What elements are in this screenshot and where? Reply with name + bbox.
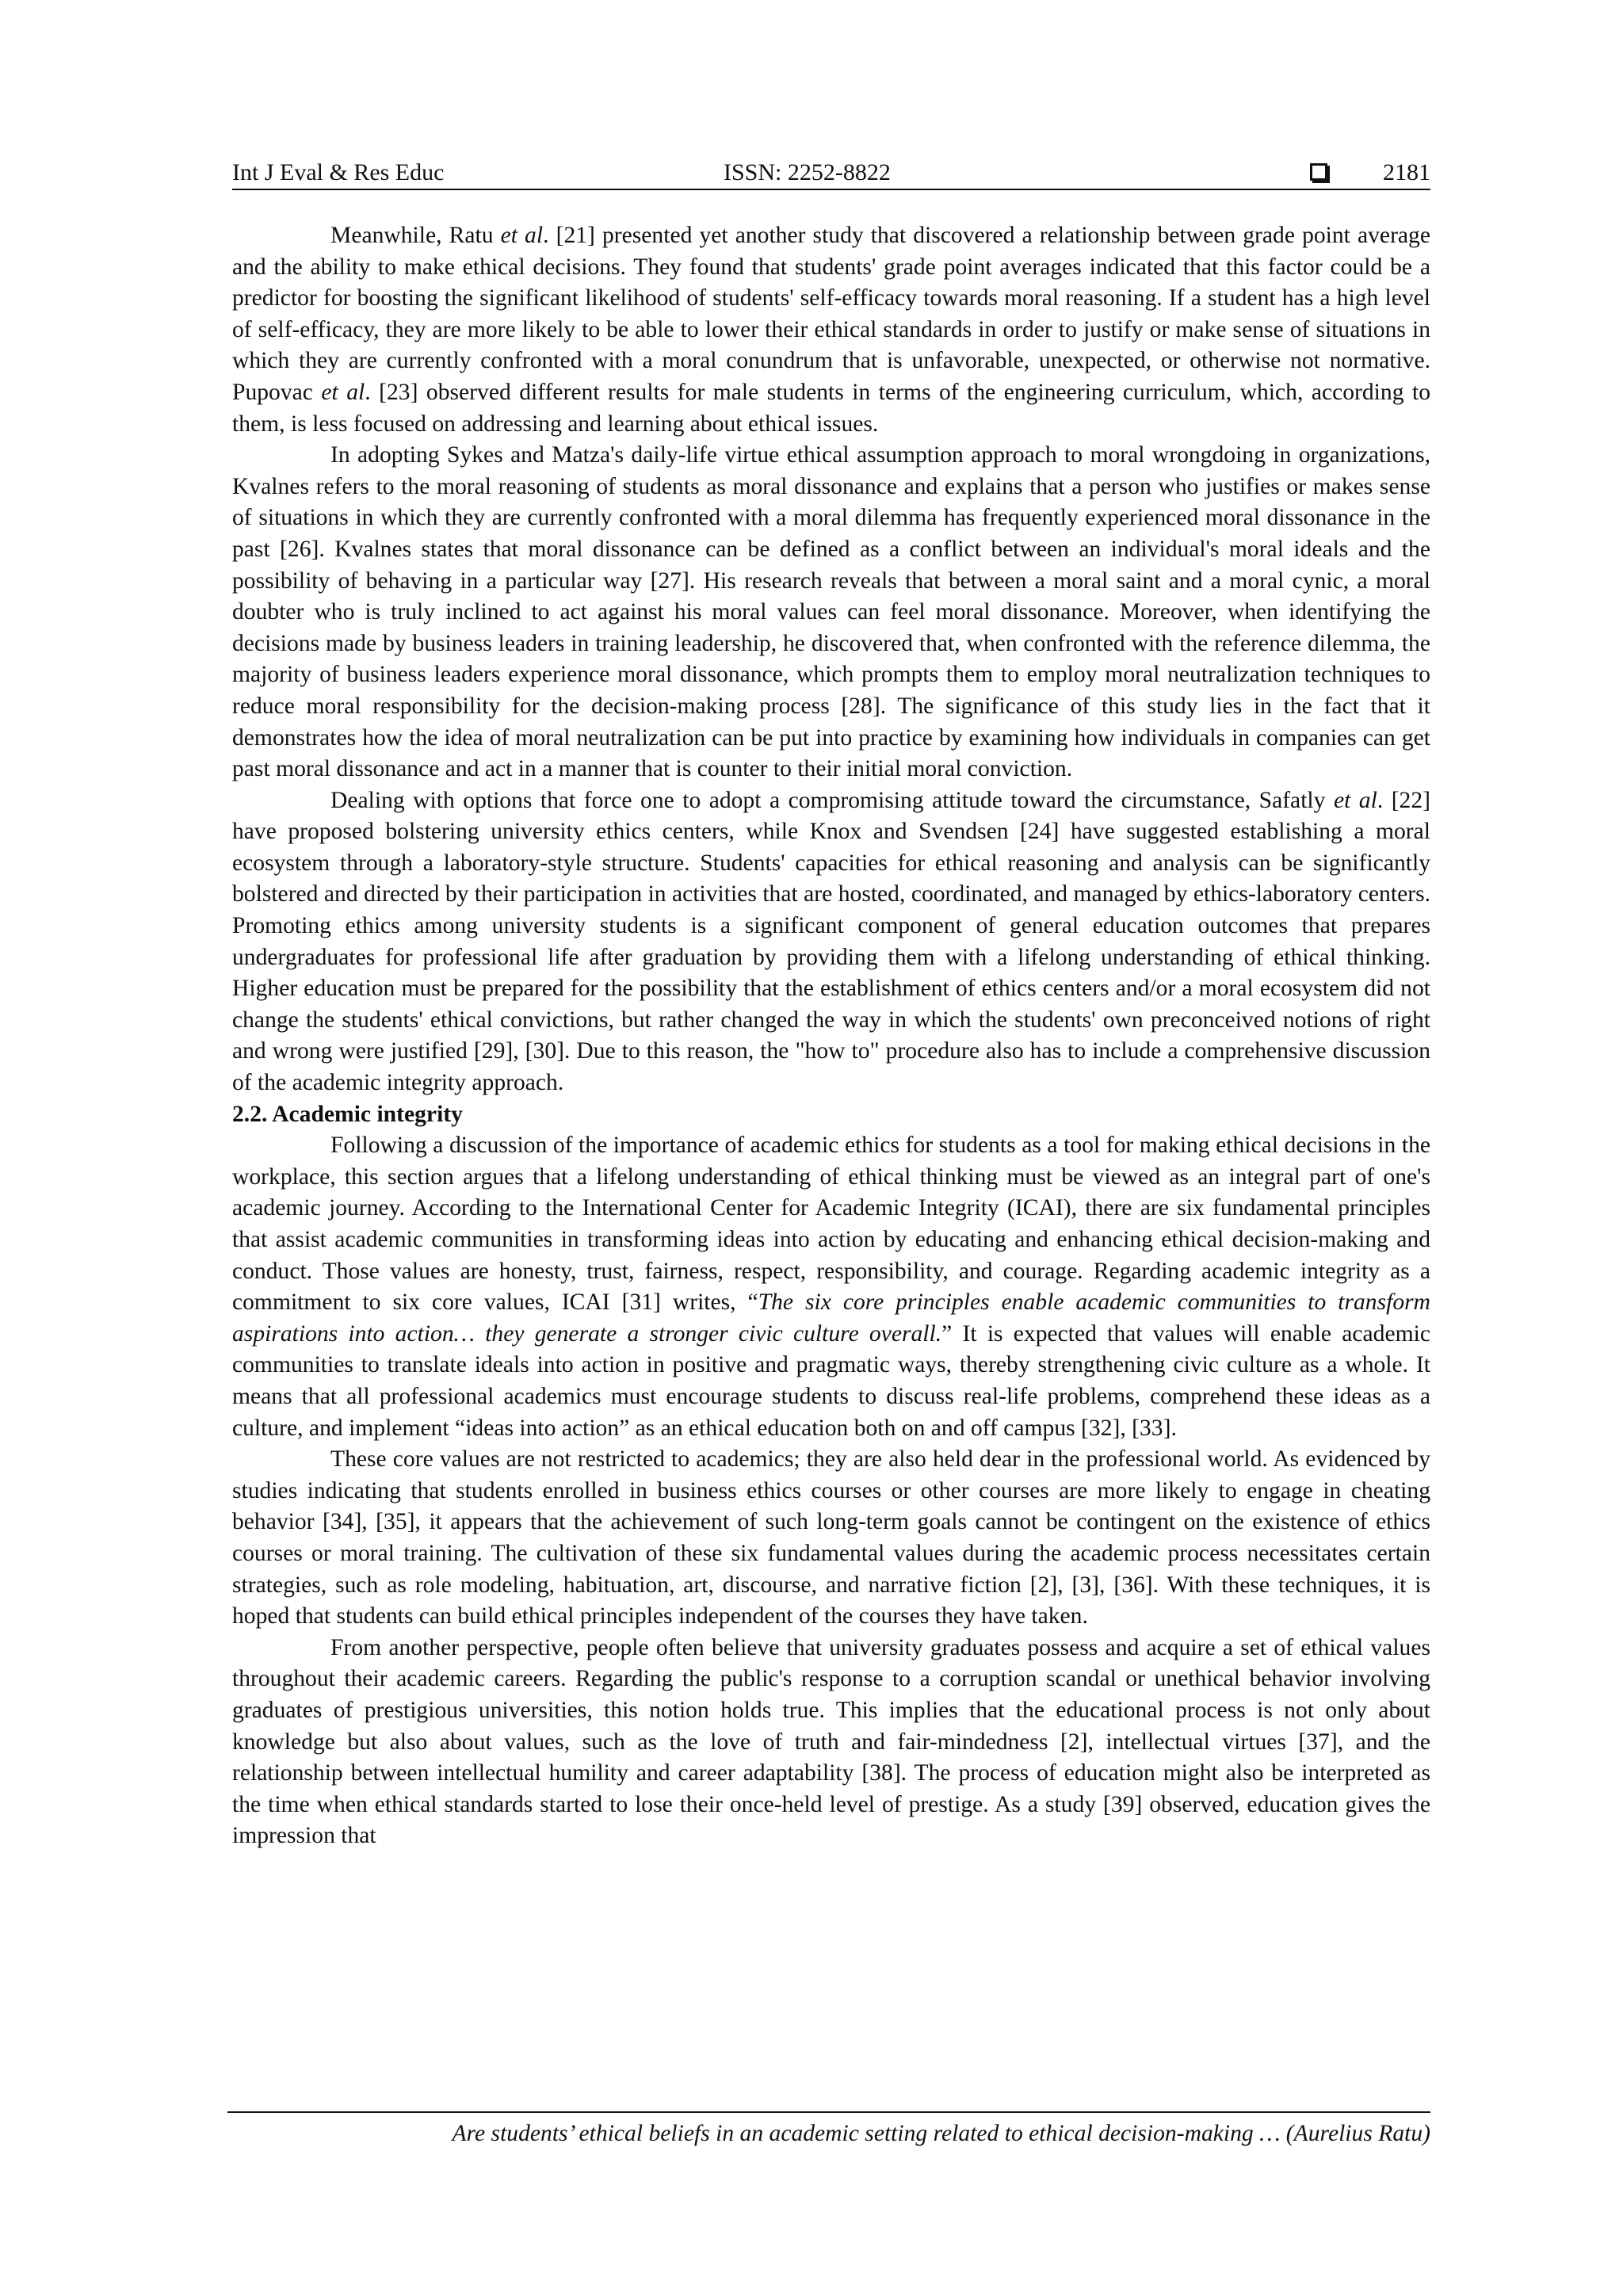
text-run: . [21] presented yet another study that discovered a relationship between grade point average and the ability to make ethical decisions. They found that students' grade point averages indicated that this factor could be a predictor for boosting the significant likelihood of students' self-efficacy towards moral reasoning. If a student has a high level of self-efficacy, they are more likely to be able to lower their ethical standards in order to justify or make sense of situations in which they are currently confronted with a moral conundrum that is unfavorable, unexpected, or otherwise not normative. Pupovac	[232, 223, 1430, 405]
quote-italic: The six core principles enable academic communities to transform aspirations into action… they generate a stronger civic culture overall.	[232, 1289, 1431, 1347]
text-run: . [22] have proposed bolstering university ethics centers, while Knox and Svendsen [24] have suggested establishing a moral ecosystem through a laboratory-style structure. Students' capacities for ethical reasoning and analysis can be significantly bolstered and directed by their participation in activities that are hosted, coordinated, and managed by ethics-laboratory centers. Promoting ethics among university students is a significant component of general education outcomes that prepares undergraduates for professional life after graduation by providing them with a lifelong understanding of ethical thinking. Higher education must be prepared for the possibility that the establishment of ethics centers and/or a moral ecosystem did not change the students' ethical convictions, but rather changed the way in which the students' own preconceived notions of right and wrong were justified [29], [30]. Due to this reason, the "how to" procedure also has to include a comprehensive discussion of the academic integrity approach.	[232, 787, 1431, 1096]
paragraph-3	[232, 785, 1430, 1099]
text-run: ” It is expected that values will enable academic communities to translate ideals into action in positive and pragmatic ways, thereby strengthening civic culture as a whole. It means that all professional academics must encourage students to discuss real-life problems, comprehend these ideas as a culture, and implement “ideas into action” as an ethical education both on and off campus [32], [33].	[232, 1320, 1430, 1441]
text-run: . [23] observed different results for male students in terms of the engineering curriculum, which, according to them, is less focused on addressing and learning about ethical issues.	[232, 379, 1430, 437]
paragraph-1	[232, 220, 1430, 440]
square-bullet-icon	[1310, 163, 1327, 181]
paragraph-4	[232, 1130, 1430, 1444]
italic-run: et al	[321, 379, 365, 405]
page-number: 2181	[1383, 159, 1430, 185]
text-run: Following a discussion of the importance of academic ethics for students as a tool for making ethical decisions in the workplace, this section argues that a lifelong understanding of ethical thinking must be viewed as an integral part of one's academic journey. According to the International Center for Academic Integrity (ICAI), there are six fundamental principles that assist academic communities in transforming ideas into action by educating and enhancing ethical decision-making and conduct. Those values are honesty, trust, fairness, respect, responsibility, and courage. Regarding academic integrity as a commitment to six core values, ICAI [31] writes, “	[232, 1133, 1430, 1316]
running-footer: Are students’ ethical beliefs in an academic setting related to ethical decision-making … (Aurelius Ratu)	[452, 2121, 1430, 2146]
issn: ISSN: 2252-8822	[724, 159, 891, 185]
paragraph-6: From another perspective, people often believe that university graduates possess and acquire a set of ethical values throughout their academic careers. Regarding the public's response to a corruption scandal or unethical behavior involving graduates of prestigious universities, this notion holds true. This implies that the educational process is not only about knowledge but also about values, such as the love of truth and fair-mindedness [2], intellectual virtues [37], and the relationship between intellectual humility and career adaptability [38]. The process of education might also be interpreted as the time when ethical standards started to lose their once-held level of prestige. As a study [39] observed, education gives the impression that	[232, 1634, 1430, 1849]
footer-rule	[227, 2111, 1430, 2113]
text-run: Meanwhile, Ratu	[330, 223, 501, 248]
header-rule	[232, 189, 1430, 190]
journal-name: Int J Eval & Res Educ	[232, 159, 445, 185]
running-header	[232, 155, 1430, 190]
page	[232, 155, 1431, 2146]
italic-run: et al	[500, 223, 544, 248]
article-body	[232, 220, 1430, 1852]
section-heading: 2.2. Academic integrity	[232, 1101, 463, 1127]
paragraph-5: These core values are not restricted to academics; they are also held dear in the professional world. As evidenced by studies indicating that students enrolled in business ethics courses or other courses are more likely to engage in cheating behavior [34], [35], it appears that the achievement of such long-term goals cannot be contingent on the existence of ethics courses or moral training. The cultivation of these six fundamental values during the academic process necessitates certain strategies, such as role modeling, habituation, art, discourse, and narrative fiction [2], [3], [36]. With these techniques, it is hoped that students can build ethical principles independent of the courses they have taken.	[232, 1446, 1430, 1629]
text-run: Dealing with options that force one to adopt a compromising attitude toward the circumstance, Safatly	[330, 787, 1334, 813]
paragraph-2: In adopting Sykes and Matza's daily-life virtue ethical assumption approach to moral wrongdoing in organizations, Kvalnes refers to the moral reasoning of students as moral dissonance and explains that a person who justifies or makes sense of situations in which they are currently confronted with a moral dilemma has frequently experienced moral dissonance in the past [26]. Kvalnes states that moral dissonance can be defined as a conflict between an individual's moral ideals and the possibility of behaving in a particular way [27]. His research reveals that between a moral saint and a moral cynic, a moral doubter who is truly inclined to act against his moral values can feel moral dissonance. Moreover, when identifying the decisions made by business leaders in training leadership, he discovered that, when confronted with the reference dilemma, the majority of business leaders experience moral dissonance, which prompts them to employ moral neutralization techniques to reduce moral responsibility for the decision-making process [28]. The significance of this study lies in the fact that it demonstrates how the idea of moral neutralization can be put into practice by examining how individuals in companies can get past moral dissonance and act in a manner that is counter to their initial moral conviction.	[232, 442, 1430, 782]
italic-run: et al	[1333, 787, 1377, 813]
